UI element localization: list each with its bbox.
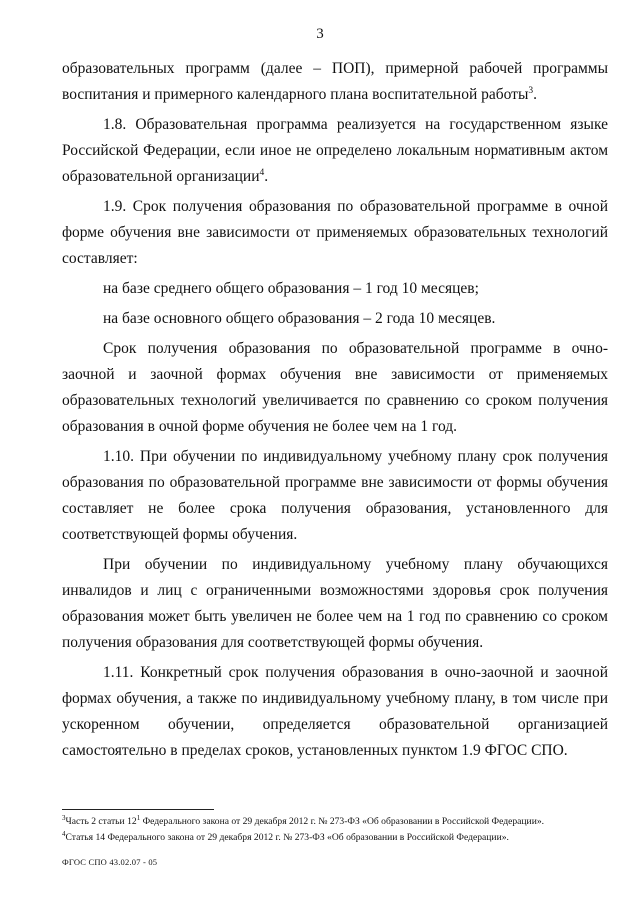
paragraph-continuation: образовательных программ (далее – ПОП), примерной рабочей программы воспитания и примерного календарного плана воспитательной работы$^3$.: [62, 60, 608, 103]
footnotes: [62, 812, 622, 844]
footnote-reference[interactable]: 4: [259, 167, 265, 178]
paragraph-1-9: 1.9. Срок получения образования по образовательной программе в очной форме обучения вне зависимости от применяемых образовательных технологий составляет:: [62, 198, 608, 267]
document-code: ФГОС СПО 43.02.07 - 05: [62, 857, 158, 867]
footnote-4: $^4$Статья 14 Федерального закона от 29 декабря 2012 г. № 273-ФЗ «Об образовании в Российской Федерации».: [62, 830, 509, 844]
paragraph-1-11: 1.11. Конкретный срок получения образования в очно-заочной и заочной формах обучения, а также по индивидуальному учебному плану, в том числе при ускоренном обучении, определяется образовательной организацией самостоятельно в пределах сроков, установленных пунктом 1.9 ФГОС СПО.: [62, 664, 608, 759]
paragraph-part-time-duration: Срок получения образования по образовательной программе в очно-заочной и заочной формах обучения вне зависимости от применяемых образовательных технологий увеличивается по сравнению со сроком получения образования в очной форме обучения не более чем на 1 год.: [62, 340, 608, 435]
paragraph-1-10: 1.10. При обучении по индивидуальному учебному плану срок получения образования по образовательной программе вне зависимости от формы обучения составляет не более срока получения образования, установленного для соответствующей формы обучения.: [62, 448, 608, 543]
list-item-basic-general: на базе основного общего образования – 2 года 10 месяцев.: [103, 310, 496, 327]
footnote-reference[interactable]: 3: [528, 85, 534, 96]
paragraph-disabled-students: При обучении по индивидуальному учебному плану обучающихся инвалидов и лиц с ограниченными возможностями здоровья срок получения образования может быть увеличен не более чем на 1 год по сравнению со сроком получения образования для соответствующей формы обучения.: [62, 556, 608, 651]
page-number: 3: [316, 26, 324, 42]
paragraph-1-8: 1.8. Образовательная программа реализуется на государственном языке Российской Федерации, если иное не определено локальным нормативным актом образовательной организации$^4$.: [62, 116, 608, 185]
footnote-3: $^3$Часть 2 статьи $12^1$ Федерального закона от 29 декабря 2012 г. № 273-ФЗ «Об образовании в Российской Федерации».: [62, 814, 545, 828]
footnote-divider: [62, 809, 214, 810]
document-body: [62, 56, 608, 768]
list-item-secondary-general: на базе среднего общего образования – 1 год 10 месяцев;: [103, 280, 479, 297]
